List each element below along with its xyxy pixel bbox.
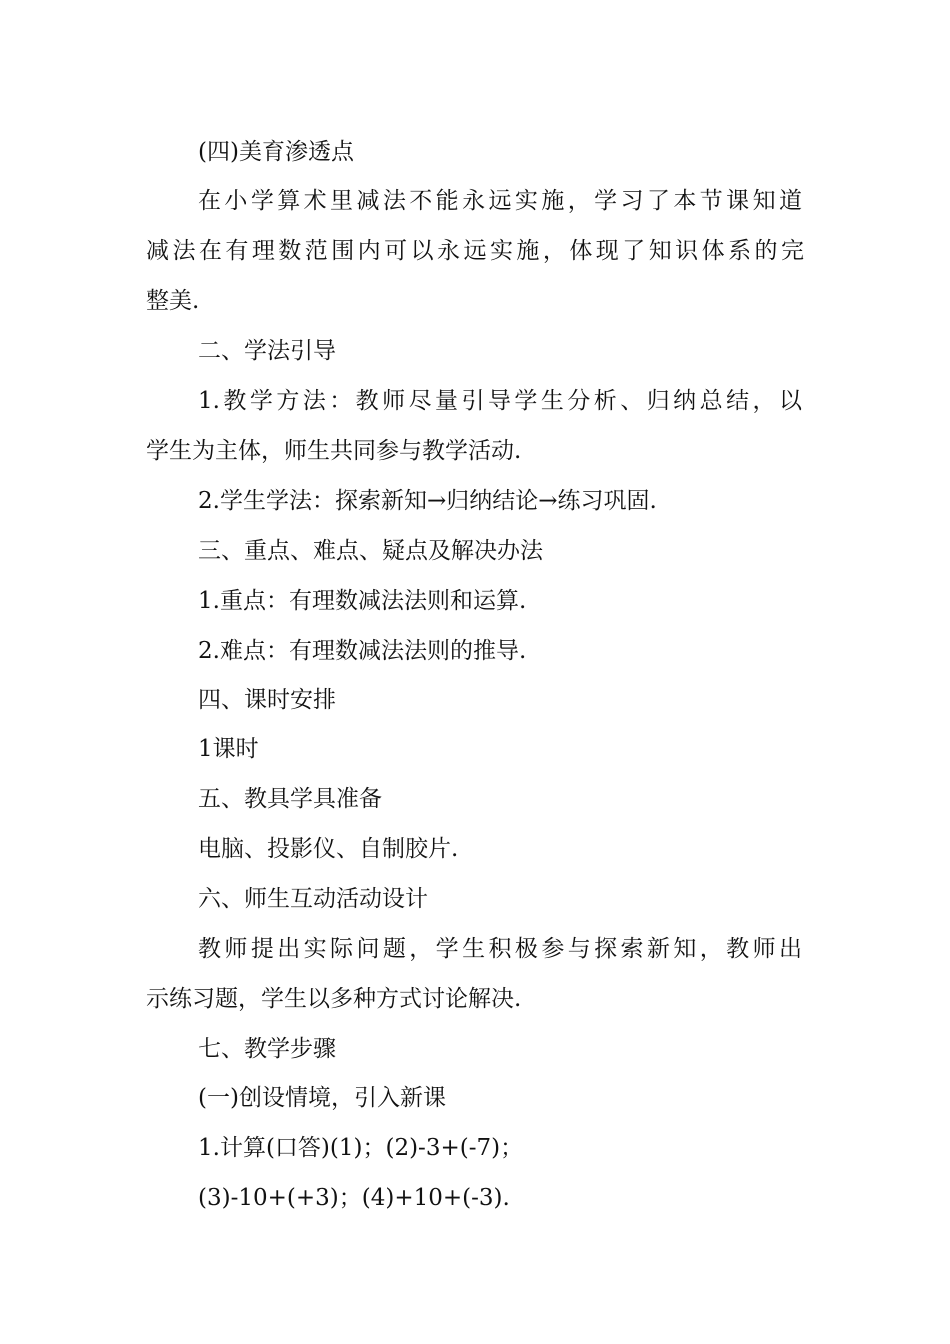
exercise-line: 1.计算(口答)(1)；(2)-3+(-7)；	[198, 1135, 524, 1161]
paragraph-line: 减法在有理数范围内可以永远实施，体现了知识体系的完	[146, 238, 804, 264]
paragraph-line: 1课时	[198, 736, 259, 762]
section-heading-teaching-aids: 五、教具学具准备	[198, 786, 382, 812]
paragraph-line: 电脑、投影仪、自制胶片.	[198, 836, 459, 862]
subsection-heading: (一)创设情境，引入新课	[198, 1085, 446, 1111]
paragraph-line: 1.教学方法：教师尽量引导学生分析、归纳总结，以	[198, 388, 802, 414]
section-heading-aesthetic-education: (四)美育渗透点	[198, 139, 354, 165]
paragraph-line: 在小学算术里减法不能永远实施，学习了本节课知道	[198, 188, 802, 214]
paragraph-line: 示练习题，学生以多种方式讨论解决.	[146, 986, 522, 1012]
section-heading-teaching-steps: 七、教学步骤	[198, 1036, 336, 1062]
section-heading-schedule: 四、课时安排	[198, 687, 336, 713]
paragraph-line: 整美.	[146, 288, 200, 314]
paragraph-line: 2.学生学法：探索新知→归纳结论→练习巩固.	[198, 488, 657, 514]
section-heading-learning-guidance: 二、学法引导	[198, 338, 336, 364]
section-heading-key-points: 三、重点、难点、疑点及解决办法	[198, 538, 543, 564]
exercise-line: (3)-10+(+3)；(4)+10+(-3).	[198, 1185, 510, 1211]
paragraph-line: 1.重点：有理数减法法则和运算.	[198, 588, 527, 614]
paragraph-line: 2.难点：有理数减法法则的推导.	[198, 638, 527, 664]
paragraph-line: 学生为主体，师生共同参与教学活动.	[146, 438, 522, 464]
section-heading-interaction-design: 六、师生互动活动设计	[198, 886, 428, 912]
paragraph-line: 教师提出实际问题，学生积极参与探索新知，教师出	[198, 936, 802, 962]
